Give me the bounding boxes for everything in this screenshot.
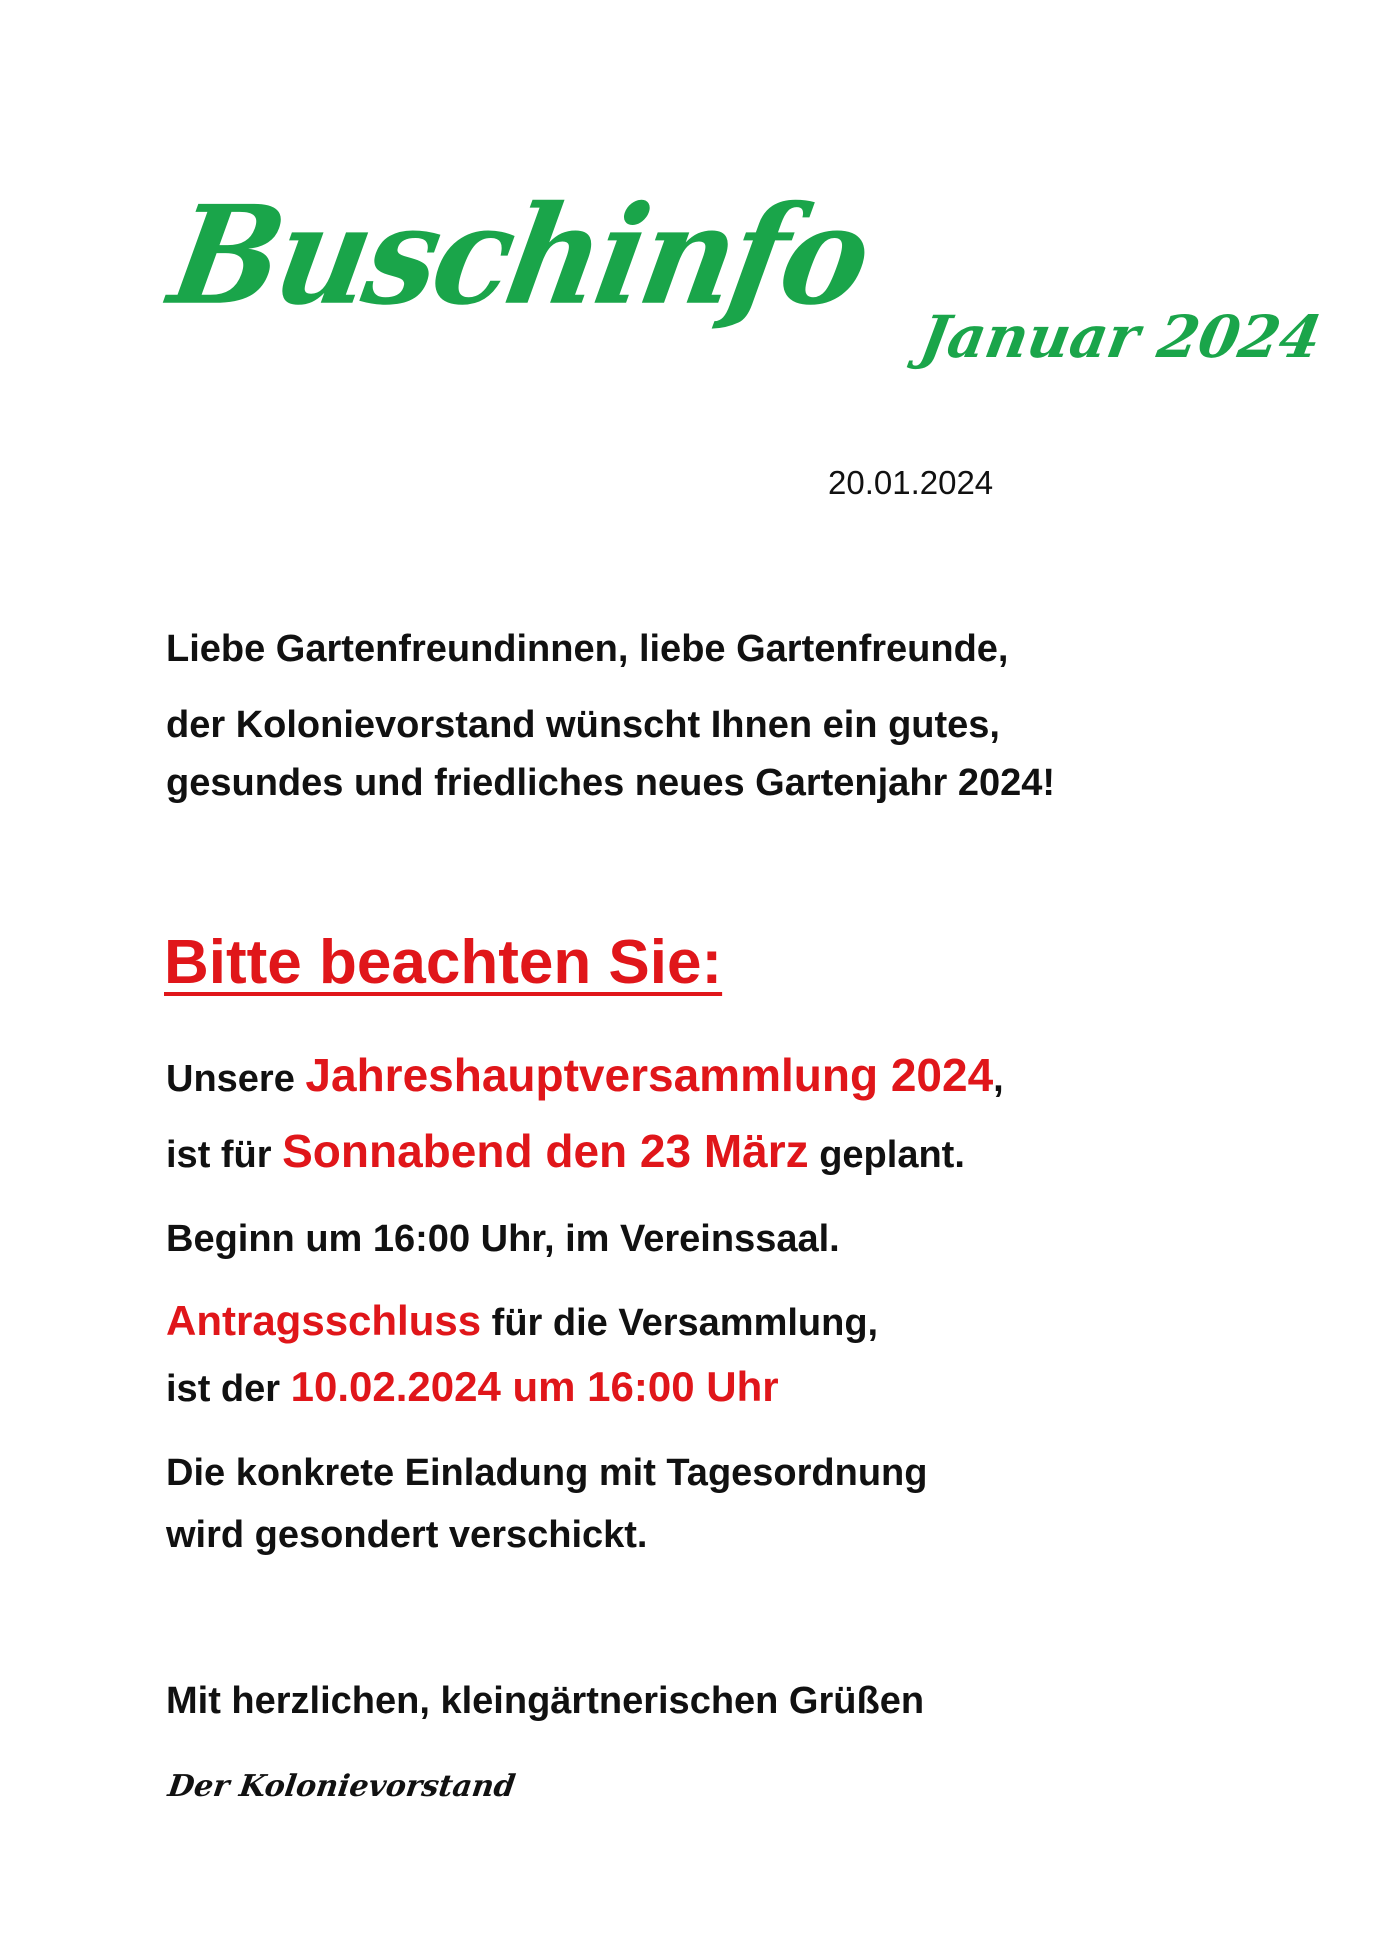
meeting-date-line bbox=[166, 1125, 965, 1177]
invitation-line-1: Die konkrete Einladung mit Tagesordnung bbox=[166, 1452, 928, 1494]
meeting-suffix: , bbox=[993, 1058, 1004, 1100]
publication-date: 20.01.2024 bbox=[828, 464, 994, 501]
notice-headline: Bitte beachten Sie: bbox=[164, 928, 723, 997]
meeting-line bbox=[166, 1049, 1004, 1101]
deadline-suffix: für die Versammlung, bbox=[481, 1302, 879, 1344]
newsletter-title: Buschinfo bbox=[159, 176, 879, 336]
deadline-date-prefix: ist der bbox=[166, 1368, 291, 1410]
meeting-date: Sonnabend den 23 März bbox=[282, 1125, 809, 1177]
closing-greeting: Mit herzlichen, kleingärtnerischen Grüßen bbox=[166, 1680, 925, 1722]
invitation-line-2: wird gesondert verschickt. bbox=[166, 1514, 648, 1556]
wish-line-1: der Kolonievorstand wünscht Ihnen ein gutes, bbox=[166, 704, 1000, 746]
meeting-time-line: Beginn um 16:00 Uhr, im Vereinssaal. bbox=[166, 1218, 840, 1260]
meeting-date-prefix: ist für bbox=[166, 1134, 283, 1176]
deadline-date: 10.02.2024 um 16:00 Uhr bbox=[290, 1363, 779, 1410]
meeting-date-suffix: geplant. bbox=[808, 1134, 965, 1176]
signature: Der Kolonievorstand bbox=[165, 1769, 518, 1804]
deadline-label: Antragsschluss bbox=[166, 1297, 482, 1344]
meeting-name: Jahreshauptversammlung 2024 bbox=[305, 1049, 994, 1101]
newsletter-issue: Januar 2024 bbox=[915, 303, 1327, 371]
deadline-date-line bbox=[166, 1363, 779, 1410]
salutation: Liebe Gartenfreundinnen, liebe Gartenfreunde, bbox=[166, 628, 1009, 670]
deadline-line bbox=[166, 1297, 879, 1344]
wish-line-2: gesundes und friedliches neues Gartenjahr 2024! bbox=[166, 762, 1056, 804]
meeting-prefix: Unsere bbox=[166, 1058, 306, 1100]
